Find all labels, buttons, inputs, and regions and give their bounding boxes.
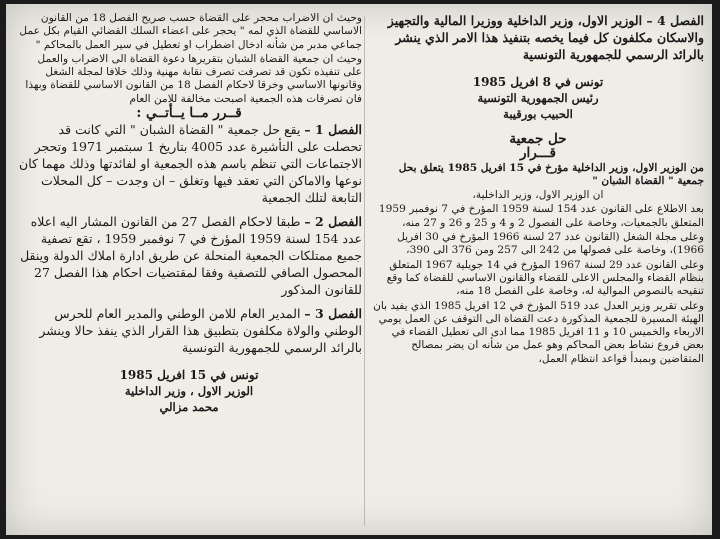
recital-judiciary-law: وعلى القانون عدد 29 لسنة 1967 المؤرخ في 14 جويلية 1967 المتعلق بنظام القضاء والمجلس الاعلى للقضاء والقانون الاساسي للقضاة كما وقع تنقيحه بالنصوص الموالية له، وخاصة على الفصل 18 منه، bbox=[386, 258, 704, 298]
article2-label: الفصل 2 – bbox=[304, 214, 362, 230]
chapter4-text: الفصل 4 – الوزير الاول، وزير الداخلية ووزيرا المالية والتجهيز والاسكان مكلفون كل فيما يخصه بتنفيذ هذا الامر الذي ينشر بالرائد الرسمي للجمهورية التونسية bbox=[387, 13, 704, 62]
left-column bbox=[16, 12, 362, 416]
decided-heading: قــرر مــا يــأتــي : bbox=[136, 105, 242, 122]
recital-strike-ban: وحيث ان الاضراب محجر على القضاة حسب صريح الفصل 18 من القانون الاساسي للقضاة الذي لمه " يحجر على اعضاء السلك القضائي القيام بكل عمل جماعي مدبر من شأنه ادخال اضطراب او تعطيل في سير العمل بالمحاكم " bbox=[19, 12, 362, 51]
gazette-page bbox=[6, 4, 712, 535]
decree-date: تونس في 8 افريل 1985 bbox=[472, 75, 604, 89]
decision-intro: من الوزير الاول، وزير الداخلية مؤرخ في 15 افريل 1985 يتعلق بحل جمعية " القضاة الشبان " bbox=[398, 161, 704, 187]
article3-label: الفصل 3 – bbox=[304, 306, 362, 322]
minister-title: الوزير الاول ، وزير الداخلية bbox=[124, 384, 254, 399]
article3-text: المدير العام للامن الوطني والمدير العام للحرس الوطني والولاة مكلفون بتطبيق هذا القرار الذي ينفذ حالا وينشر بالرائد الرسمي للجمهورية التونسية bbox=[39, 306, 362, 356]
recital-association-conduct: وحيث ان جمعية القضاة الشبان بتقريرها دعوة القضاة الى الاضراب والعمل على تنفيذه تكون قد تصرفت تصرف نقابة مهنية وذلك خلافا لمجلة الشغل وقانونها الاساسي وخرقا لاحكام الفصل 18 من القانون الاساسي للقضاة وبهذا فان تصرفات هذه الجمعية اصبحت مخالفة للامن العام bbox=[25, 52, 362, 105]
recital-labour-code: وعلى مجلة الشغل (القانون عدد 27 لسنة 1966 المؤرخ في 30 افريل 1966)، وخاصة على فصولها من 242 الى 257 ومن 376 الى 390، bbox=[397, 231, 704, 257]
president-title: رئيس الجمهورية التونسية bbox=[477, 91, 599, 105]
president-name: الحبيب بورقيبة bbox=[503, 107, 573, 121]
article1-label: الفصل 1 – bbox=[304, 122, 362, 138]
recital-laws: بعد الاطلاع على القانون عدد 154 لسنة 1959 المؤرخ في 7 نوفمبر 1959 المتعلق بالجمعيات، وخاصة على الفصول 2 و 4 و 25 و 26 و 27 منه، bbox=[378, 203, 704, 229]
right-column bbox=[372, 12, 704, 367]
column-divider bbox=[364, 16, 365, 526]
article2-text: طبقا لاحكام الفصل 27 من القانون المشار اليه اعلاه عدد 154 لسنة 1959 المؤرخ في 7 نوفمبر 1959 ، تقع تصفية جميع ممتلكات الجمعية المنحلة عن طريق ادارة املاك الدولة وينقل المحصول الصافي للتصفية وفقا لمقتضيات احكام هذا الفصل 27 للقانون المذكور bbox=[20, 214, 362, 298]
decision-date: تونس في 15 افريل 1985 bbox=[119, 368, 259, 383]
minister-name: محمد مزالي bbox=[159, 400, 219, 415]
recital-justice-report: وعلى تقرير وزير العدل عدد 519 المؤرخ في 12 افريل 1985 الذي يفيد بان الهيئة المسيرة للجمعية المذكورة دعت القضاة الى التوقف عن العمل يومي الاربعاء والخميس 10 و 11 افريل 1985 مما ادى الى تعطيل القضاء في بعض فروع نشاط بعض المحاكم وهو عمل من شأنه ان يضر بمصالح المتقاضين وبمبدأ قواعد انتظام العمل، bbox=[373, 299, 704, 365]
decision-title: حل جمعية bbox=[509, 131, 567, 147]
decision-issuer: ان الوزير الاول، وزير الداخلية، bbox=[472, 189, 604, 202]
decision-label: قـــرار bbox=[519, 145, 557, 162]
article1-text: يقع حل جمعية " القضاة الشبان " التي كانت قد تحصلت على التأشيرة عدد 4005 بتاريخ 1 سبتمبر 1971 وتحجر الاجتماعات التي تنظم باسم هذه الجمعية او لفائدتها وذلك مهما كان نوعها والاماكن التي تعقد فيها وتغلق – ان وجدت – كل المحلات التابعة لتلك الجمعية bbox=[19, 122, 362, 206]
